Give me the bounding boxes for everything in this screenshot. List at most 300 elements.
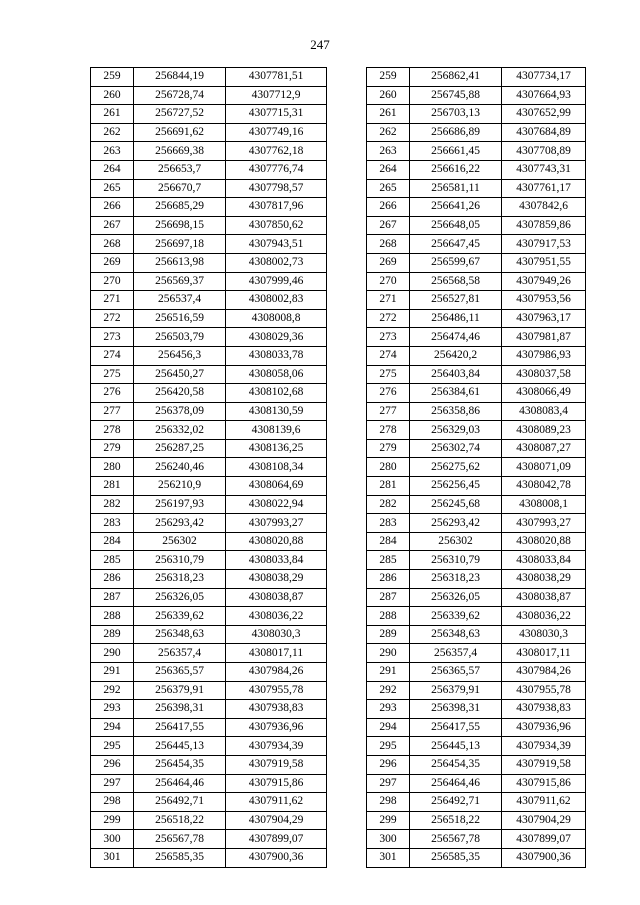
point-number-cell: 269 [91, 253, 134, 272]
point-number-cell: 289 [367, 625, 410, 644]
point-number-cell: 271 [367, 291, 410, 310]
table-row [91, 588, 327, 607]
y-coordinate-cell: 4307999,46 [226, 272, 327, 291]
y-coordinate-cell: 4308022,94 [226, 495, 327, 514]
x-coordinate-cell: 256379,91 [134, 681, 226, 700]
table-row [367, 848, 586, 867]
point-number-cell: 281 [367, 477, 410, 496]
x-coordinate-cell: 256527,81 [410, 291, 502, 310]
y-coordinate-cell: 4308130,59 [226, 402, 327, 421]
point-number-cell: 287 [367, 588, 410, 607]
point-number-cell: 278 [367, 421, 410, 440]
table-row [367, 421, 586, 440]
x-coordinate-cell: 256728,74 [134, 86, 226, 105]
x-coordinate-cell: 256445,13 [134, 737, 226, 756]
point-number-cell: 263 [91, 142, 134, 161]
table-row [91, 811, 327, 830]
y-coordinate-cell: 4308066,49 [502, 384, 586, 403]
y-coordinate-cell: 4307936,96 [226, 718, 327, 737]
y-coordinate-cell: 4307817,96 [226, 198, 327, 217]
y-coordinate-cell: 4308002,73 [226, 253, 327, 272]
point-number-cell: 279 [91, 439, 134, 458]
table-row [91, 793, 327, 812]
point-number-cell: 292 [367, 681, 410, 700]
y-coordinate-cell: 4308033,78 [226, 346, 327, 365]
table-row [91, 86, 327, 105]
y-coordinate-cell: 4307986,93 [502, 346, 586, 365]
table-row [367, 830, 586, 849]
table-row [91, 514, 327, 533]
point-number-cell: 294 [367, 718, 410, 737]
x-coordinate-cell: 256686,89 [410, 123, 502, 142]
y-coordinate-cell: 4307911,62 [226, 793, 327, 812]
table-row [367, 142, 586, 161]
x-coordinate-cell: 256456,3 [134, 346, 226, 365]
table-row [367, 700, 586, 719]
table-row [91, 495, 327, 514]
point-number-cell: 299 [367, 811, 410, 830]
x-coordinate-cell: 256647,45 [410, 235, 502, 254]
table-row [91, 755, 327, 774]
point-number-cell: 268 [91, 235, 134, 254]
x-coordinate-cell: 256585,35 [134, 848, 226, 867]
x-coordinate-cell: 256648,05 [410, 216, 502, 235]
point-number-cell: 282 [367, 495, 410, 514]
x-coordinate-cell: 256275,62 [410, 458, 502, 477]
y-coordinate-cell: 4307955,78 [502, 681, 586, 700]
table-row [91, 291, 327, 310]
table-row [367, 105, 586, 124]
table-row [367, 291, 586, 310]
x-coordinate-cell: 256585,35 [410, 848, 502, 867]
x-coordinate-cell: 256197,93 [134, 495, 226, 514]
x-coordinate-cell: 256339,62 [134, 607, 226, 626]
point-number-cell: 299 [91, 811, 134, 830]
y-coordinate-cell: 4307734,17 [502, 68, 586, 87]
y-coordinate-cell: 4307984,26 [226, 663, 327, 682]
point-number-cell: 280 [367, 458, 410, 477]
point-number-cell: 300 [367, 830, 410, 849]
y-coordinate-cell: 4308020,88 [226, 532, 327, 551]
x-coordinate-cell: 256398,31 [134, 700, 226, 719]
x-coordinate-cell: 256745,88 [410, 86, 502, 105]
y-coordinate-cell: 4307949,26 [502, 272, 586, 291]
point-number-cell: 260 [367, 86, 410, 105]
x-coordinate-cell: 256348,63 [134, 625, 226, 644]
table-row [91, 532, 327, 551]
y-coordinate-cell: 4307899,07 [226, 830, 327, 849]
table-row [367, 328, 586, 347]
x-coordinate-cell: 256357,4 [410, 644, 502, 663]
point-number-cell: 285 [91, 551, 134, 570]
x-coordinate-cell: 256581,11 [410, 179, 502, 198]
point-number-cell: 274 [367, 346, 410, 365]
point-number-cell: 267 [367, 216, 410, 235]
table-row [367, 625, 586, 644]
point-number-cell: 272 [367, 309, 410, 328]
point-number-cell: 262 [91, 123, 134, 142]
point-number-cell: 278 [91, 421, 134, 440]
x-coordinate-cell: 256210,9 [134, 477, 226, 496]
x-coordinate-cell: 256518,22 [134, 811, 226, 830]
table-row [367, 551, 586, 570]
table-row [91, 644, 327, 663]
x-coordinate-cell: 256417,55 [410, 718, 502, 737]
table-row [91, 477, 327, 496]
table-row [367, 346, 586, 365]
x-coordinate-cell: 256358,86 [410, 402, 502, 421]
point-number-cell: 273 [367, 328, 410, 347]
y-coordinate-cell: 4308108,34 [226, 458, 327, 477]
x-coordinate-cell: 256378,09 [134, 402, 226, 421]
y-coordinate-cell: 4307934,39 [226, 737, 327, 756]
point-number-cell: 276 [367, 384, 410, 403]
y-coordinate-cell: 4307899,07 [502, 830, 586, 849]
table-row [91, 551, 327, 570]
x-coordinate-cell: 256310,79 [134, 551, 226, 570]
point-number-cell: 292 [91, 681, 134, 700]
x-coordinate-cell: 256357,4 [134, 644, 226, 663]
point-number-cell: 291 [91, 663, 134, 682]
y-coordinate-cell: 4307938,83 [226, 700, 327, 719]
table-row [367, 663, 586, 682]
y-coordinate-cell: 4307936,96 [502, 718, 586, 737]
y-coordinate-cell: 4308071,09 [502, 458, 586, 477]
point-number-cell: 295 [367, 737, 410, 756]
table-row [367, 439, 586, 458]
point-number-cell: 282 [91, 495, 134, 514]
x-coordinate-cell: 256302 [410, 532, 502, 551]
y-coordinate-cell: 4307984,26 [502, 663, 586, 682]
point-number-cell: 283 [367, 514, 410, 533]
y-coordinate-cell: 4308036,22 [502, 607, 586, 626]
x-coordinate-cell: 256486,11 [410, 309, 502, 328]
x-coordinate-cell: 256293,42 [134, 514, 226, 533]
coordinates-table-left [90, 67, 327, 868]
y-coordinate-cell: 4308042,78 [502, 477, 586, 496]
x-coordinate-cell: 256417,55 [134, 718, 226, 737]
x-coordinate-cell: 256365,57 [134, 663, 226, 682]
table-row [91, 253, 327, 272]
y-coordinate-cell: 4308038,87 [226, 588, 327, 607]
y-coordinate-cell: 4307900,36 [226, 848, 327, 867]
y-coordinate-cell: 4307938,83 [502, 700, 586, 719]
table-row [367, 755, 586, 774]
table-row [367, 179, 586, 198]
x-coordinate-cell: 256691,62 [134, 123, 226, 142]
table-row [91, 216, 327, 235]
point-number-cell: 290 [91, 644, 134, 663]
x-coordinate-cell: 256398,31 [410, 700, 502, 719]
point-number-cell: 266 [91, 198, 134, 217]
table-row [367, 235, 586, 254]
y-coordinate-cell: 4308037,58 [502, 365, 586, 384]
y-coordinate-cell: 4307993,27 [502, 514, 586, 533]
table-row [367, 123, 586, 142]
y-coordinate-cell: 4307712,9 [226, 86, 327, 105]
y-coordinate-cell: 4307915,86 [226, 774, 327, 793]
x-coordinate-cell: 256616,22 [410, 160, 502, 179]
y-coordinate-cell: 4308038,29 [502, 570, 586, 589]
point-number-cell: 287 [91, 588, 134, 607]
y-coordinate-cell: 4308030,3 [502, 625, 586, 644]
table-row [367, 793, 586, 812]
y-coordinate-cell: 4308102,68 [226, 384, 327, 403]
x-coordinate-cell: 256641,26 [410, 198, 502, 217]
x-coordinate-cell: 256450,27 [134, 365, 226, 384]
x-coordinate-cell: 256464,46 [134, 774, 226, 793]
y-coordinate-cell: 4308017,11 [502, 644, 586, 663]
table-row [91, 235, 327, 254]
x-coordinate-cell: 256454,35 [410, 755, 502, 774]
x-coordinate-cell: 256464,46 [410, 774, 502, 793]
point-number-cell: 301 [91, 848, 134, 867]
y-coordinate-cell: 4307652,99 [502, 105, 586, 124]
x-coordinate-cell: 256613,98 [134, 253, 226, 272]
x-coordinate-cell: 256384,61 [410, 384, 502, 403]
x-coordinate-cell: 256516,59 [134, 309, 226, 328]
point-number-cell: 284 [91, 532, 134, 551]
x-coordinate-cell: 256703,13 [410, 105, 502, 124]
x-coordinate-cell: 256599,67 [410, 253, 502, 272]
point-number-cell: 263 [367, 142, 410, 161]
y-coordinate-cell: 4307915,86 [502, 774, 586, 793]
y-coordinate-cell: 4307993,27 [226, 514, 327, 533]
point-number-cell: 293 [367, 700, 410, 719]
table-row [367, 384, 586, 403]
x-coordinate-cell: 256503,79 [134, 328, 226, 347]
x-coordinate-cell: 256518,22 [410, 811, 502, 830]
point-number-cell: 286 [367, 570, 410, 589]
x-coordinate-cell: 256420,58 [134, 384, 226, 403]
table-row [367, 365, 586, 384]
point-number-cell: 290 [367, 644, 410, 663]
table-row [91, 737, 327, 756]
y-coordinate-cell: 4308030,3 [226, 625, 327, 644]
y-coordinate-cell: 4307762,18 [226, 142, 327, 161]
y-coordinate-cell: 4307904,29 [226, 811, 327, 830]
x-coordinate-cell: 256492,71 [410, 793, 502, 812]
point-number-cell: 274 [91, 346, 134, 365]
table-row [91, 439, 327, 458]
point-number-cell: 275 [367, 365, 410, 384]
y-coordinate-cell: 4307776,74 [226, 160, 327, 179]
table-row [367, 402, 586, 421]
x-coordinate-cell: 256287,25 [134, 439, 226, 458]
point-number-cell: 301 [367, 848, 410, 867]
table-row [367, 607, 586, 626]
y-coordinate-cell: 4307842,6 [502, 198, 586, 217]
y-coordinate-cell: 4308038,87 [502, 588, 586, 607]
y-coordinate-cell: 4307664,93 [502, 86, 586, 105]
y-coordinate-cell: 4308033,84 [226, 551, 327, 570]
y-coordinate-cell: 4307798,57 [226, 179, 327, 198]
point-number-cell: 279 [367, 439, 410, 458]
x-coordinate-cell: 256379,91 [410, 681, 502, 700]
y-coordinate-cell: 4307781,51 [226, 68, 327, 87]
point-number-cell: 293 [91, 700, 134, 719]
table-row [367, 160, 586, 179]
table-row [91, 384, 327, 403]
x-coordinate-cell: 256256,45 [410, 477, 502, 496]
x-coordinate-cell: 256420,2 [410, 346, 502, 365]
y-coordinate-cell: 4308139,6 [226, 421, 327, 440]
x-coordinate-cell: 256569,37 [134, 272, 226, 291]
y-coordinate-cell: 4307943,51 [226, 235, 327, 254]
y-coordinate-cell: 4308033,84 [502, 551, 586, 570]
y-coordinate-cell: 4307904,29 [502, 811, 586, 830]
x-coordinate-cell: 256339,62 [410, 607, 502, 626]
y-coordinate-cell: 4307951,55 [502, 253, 586, 272]
point-number-cell: 260 [91, 86, 134, 105]
x-coordinate-cell: 256537,4 [134, 291, 226, 310]
table-row [91, 663, 327, 682]
table-row [91, 272, 327, 291]
table-row [91, 570, 327, 589]
table-row [91, 160, 327, 179]
table-row [91, 700, 327, 719]
table-row [91, 774, 327, 793]
table-row [367, 644, 586, 663]
table-row [91, 179, 327, 198]
x-coordinate-cell: 256697,18 [134, 235, 226, 254]
table-row [367, 272, 586, 291]
y-coordinate-cell: 4307684,89 [502, 123, 586, 142]
x-coordinate-cell: 256567,78 [134, 830, 226, 849]
table-row [367, 253, 586, 272]
y-coordinate-cell: 4308058,06 [226, 365, 327, 384]
point-number-cell: 264 [367, 160, 410, 179]
y-coordinate-cell: 4307900,36 [502, 848, 586, 867]
point-number-cell: 298 [367, 793, 410, 812]
y-coordinate-cell: 4307963,17 [502, 309, 586, 328]
coordinates-table-left-body [91, 68, 327, 868]
table-row [91, 142, 327, 161]
x-coordinate-cell: 256653,7 [134, 160, 226, 179]
point-number-cell: 273 [91, 328, 134, 347]
table-row [91, 848, 327, 867]
table-row [91, 309, 327, 328]
point-number-cell: 286 [91, 570, 134, 589]
table-row [91, 625, 327, 644]
table-row [367, 198, 586, 217]
table-row [367, 588, 586, 607]
x-coordinate-cell: 256727,52 [134, 105, 226, 124]
point-number-cell: 269 [367, 253, 410, 272]
y-coordinate-cell: 4307934,39 [502, 737, 586, 756]
table-row [367, 718, 586, 737]
x-coordinate-cell: 256698,15 [134, 216, 226, 235]
point-number-cell: 259 [91, 68, 134, 87]
x-coordinate-cell: 256669,38 [134, 142, 226, 161]
point-number-cell: 267 [91, 216, 134, 235]
point-number-cell: 270 [367, 272, 410, 291]
table-row [91, 607, 327, 626]
x-coordinate-cell: 256445,13 [410, 737, 502, 756]
table-row [367, 570, 586, 589]
point-number-cell: 277 [91, 402, 134, 421]
point-number-cell: 281 [91, 477, 134, 496]
point-number-cell: 291 [367, 663, 410, 682]
table-row [91, 681, 327, 700]
x-coordinate-cell: 256492,71 [134, 793, 226, 812]
x-coordinate-cell: 256474,46 [410, 328, 502, 347]
point-number-cell: 296 [91, 755, 134, 774]
x-coordinate-cell: 256310,79 [410, 551, 502, 570]
point-number-cell: 265 [367, 179, 410, 198]
point-number-cell: 295 [91, 737, 134, 756]
x-coordinate-cell: 256293,42 [410, 514, 502, 533]
y-coordinate-cell: 4307708,89 [502, 142, 586, 161]
x-coordinate-cell: 256403,84 [410, 365, 502, 384]
y-coordinate-cell: 4308036,22 [226, 607, 327, 626]
point-number-cell: 264 [91, 160, 134, 179]
x-coordinate-cell: 256245,68 [410, 495, 502, 514]
coordinates-table-right [366, 67, 586, 868]
x-coordinate-cell: 256318,23 [134, 570, 226, 589]
table-row [367, 774, 586, 793]
table-row [367, 68, 586, 87]
point-number-cell: 259 [367, 68, 410, 87]
y-coordinate-cell: 4307953,56 [502, 291, 586, 310]
table-row [91, 198, 327, 217]
table-row [367, 532, 586, 551]
point-number-cell: 268 [367, 235, 410, 254]
x-coordinate-cell: 256844,19 [134, 68, 226, 87]
table-row [91, 402, 327, 421]
point-number-cell: 277 [367, 402, 410, 421]
table-row [367, 681, 586, 700]
table-row [367, 495, 586, 514]
y-coordinate-cell: 4308008,8 [226, 309, 327, 328]
table-row [367, 514, 586, 533]
table-row [91, 328, 327, 347]
y-coordinate-cell: 4308064,69 [226, 477, 327, 496]
table-row [367, 477, 586, 496]
x-coordinate-cell: 256318,23 [410, 570, 502, 589]
x-coordinate-cell: 256326,05 [410, 588, 502, 607]
table-row [91, 68, 327, 87]
point-number-cell: 276 [91, 384, 134, 403]
point-number-cell: 280 [91, 458, 134, 477]
x-coordinate-cell: 256240,46 [134, 458, 226, 477]
x-coordinate-cell: 256454,35 [134, 755, 226, 774]
table-row [367, 309, 586, 328]
y-coordinate-cell: 4308029,36 [226, 328, 327, 347]
y-coordinate-cell: 4307715,31 [226, 105, 327, 124]
point-number-cell: 271 [91, 291, 134, 310]
table-row [91, 105, 327, 124]
point-number-cell: 272 [91, 309, 134, 328]
table-row [91, 365, 327, 384]
point-number-cell: 262 [367, 123, 410, 142]
point-number-cell: 285 [367, 551, 410, 570]
y-coordinate-cell: 4308089,23 [502, 421, 586, 440]
point-number-cell: 265 [91, 179, 134, 198]
y-coordinate-cell: 4307919,58 [502, 755, 586, 774]
x-coordinate-cell: 256670,7 [134, 179, 226, 198]
point-number-cell: 283 [91, 514, 134, 533]
x-coordinate-cell: 256302,74 [410, 439, 502, 458]
table-row [91, 830, 327, 849]
table-row [91, 421, 327, 440]
y-coordinate-cell: 4307955,78 [226, 681, 327, 700]
y-coordinate-cell: 4307911,62 [502, 793, 586, 812]
table-row [367, 737, 586, 756]
table-row [367, 86, 586, 105]
point-number-cell: 270 [91, 272, 134, 291]
x-coordinate-cell: 256326,05 [134, 588, 226, 607]
